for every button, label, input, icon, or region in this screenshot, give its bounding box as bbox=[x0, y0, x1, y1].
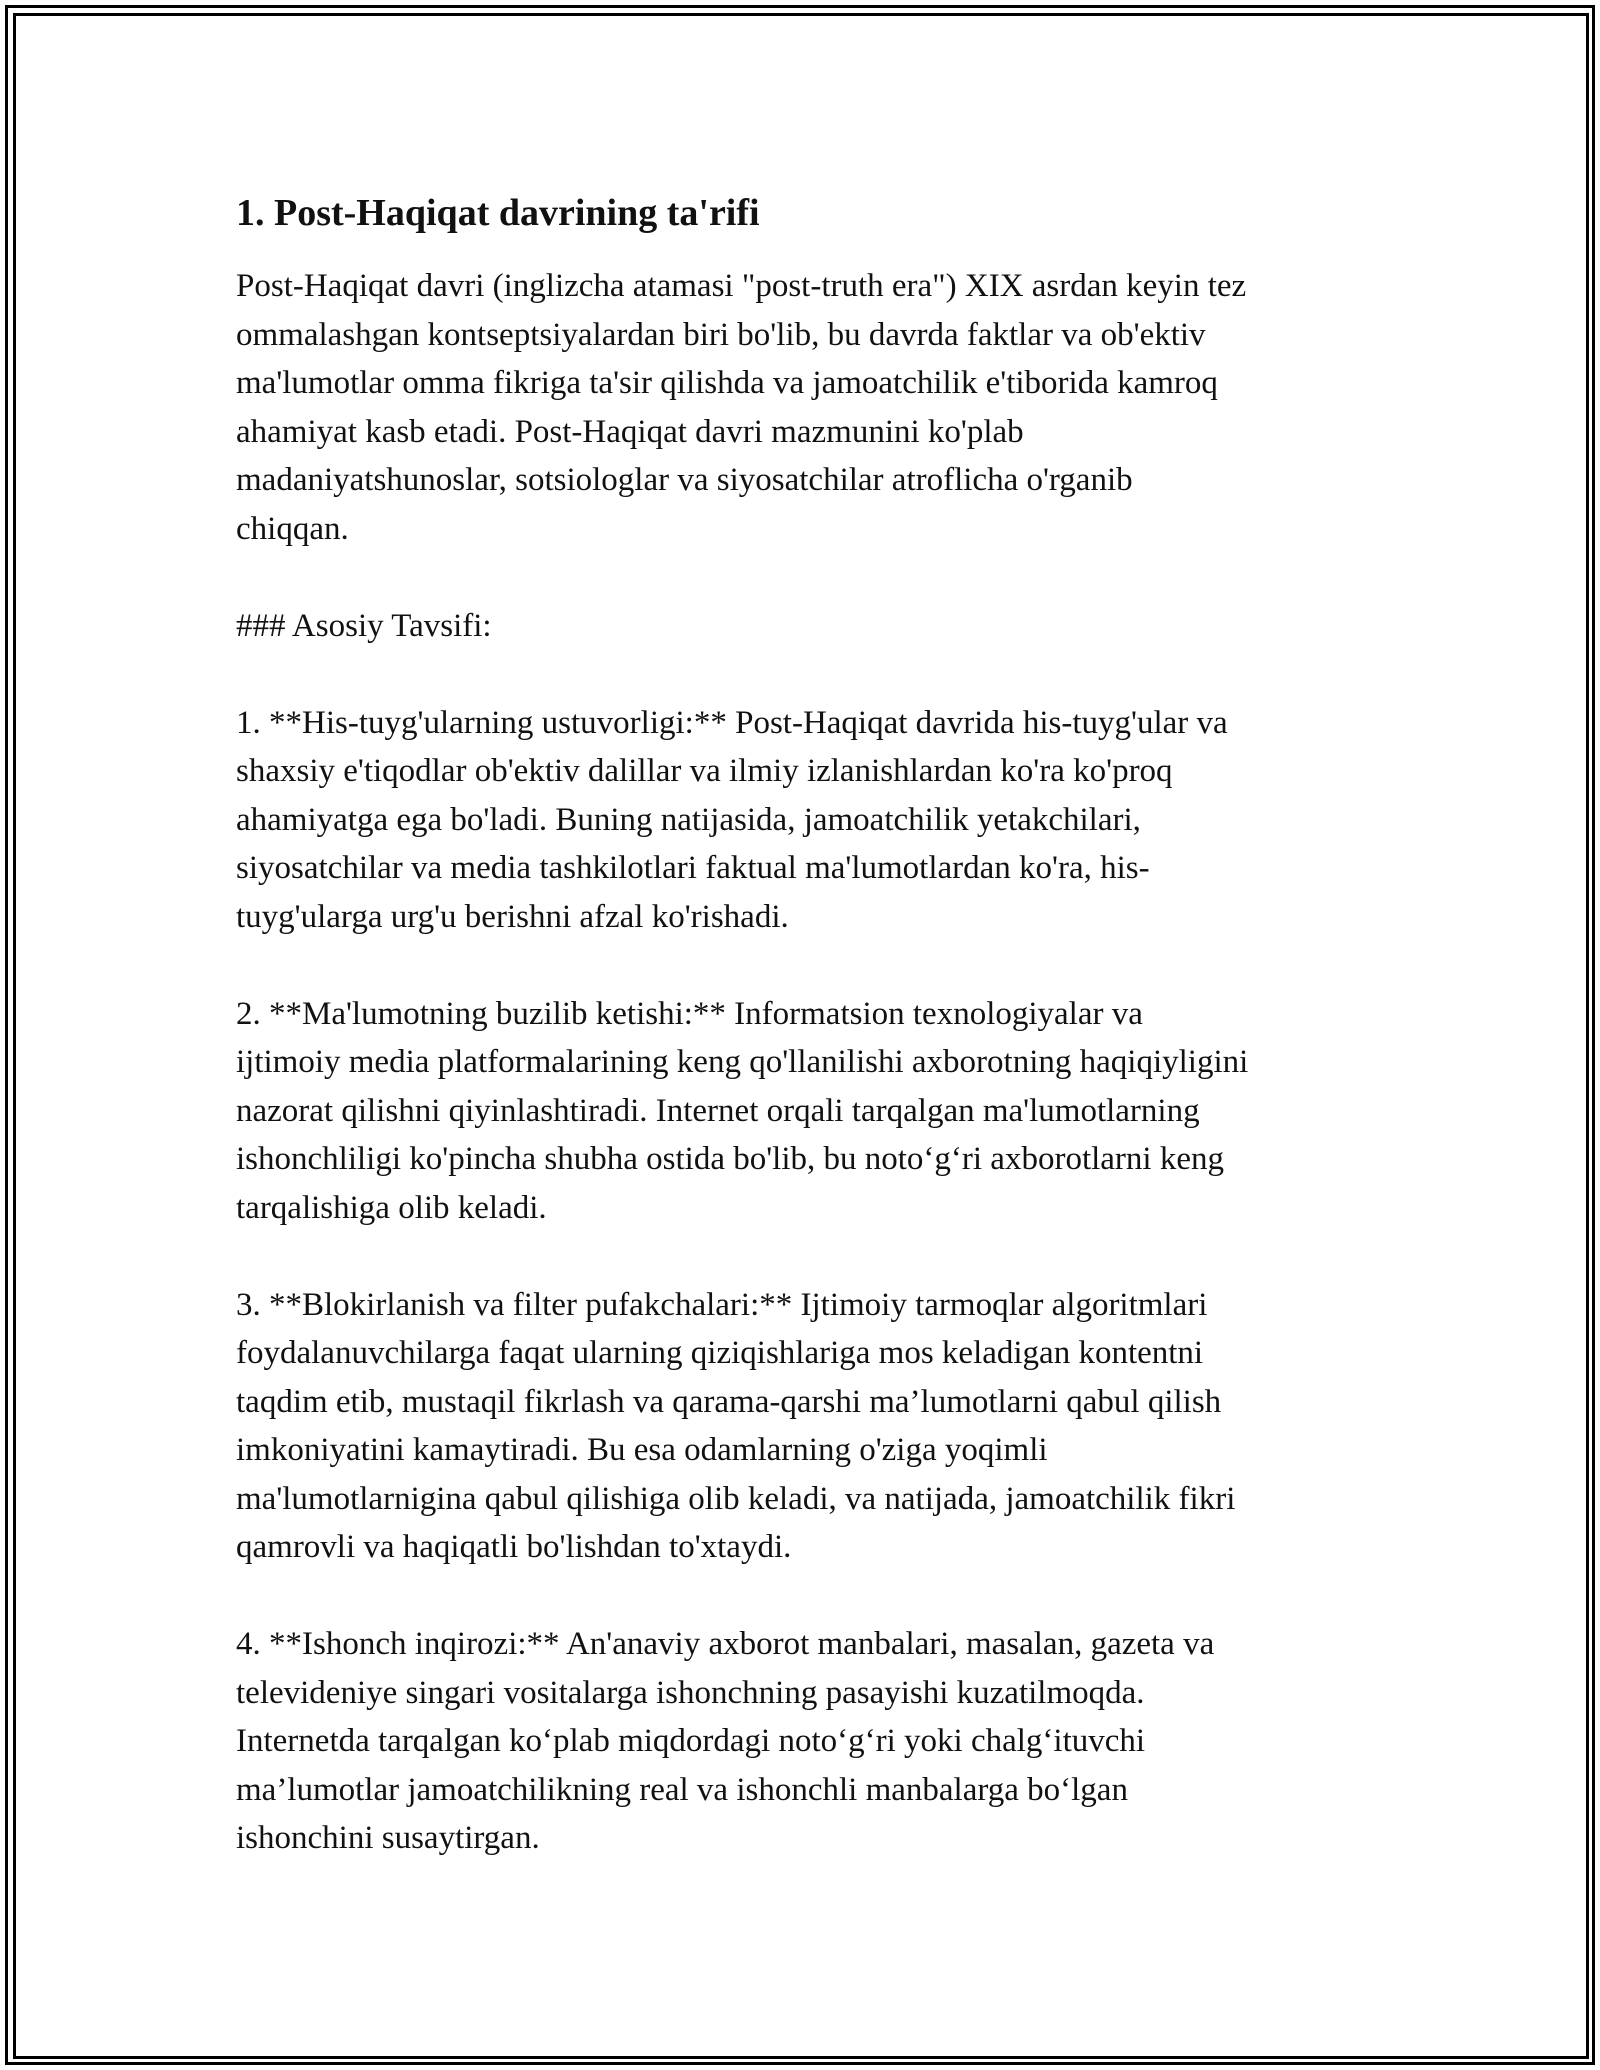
text-line: madaniyatshunoslar, sotsiologlar va siyosatchilar atroflicha o'rganib bbox=[236, 462, 1133, 498]
text-line: ishonchliligi ko'pincha shubha ostida bo'lib, bu noto‘g‘ri axborotlarni keng bbox=[236, 1141, 1224, 1177]
text-line: ma’lumotlar jamoatchilikning real va ishonchli manbalarga bo‘lgan bbox=[236, 1771, 1128, 1808]
text-line: ishonchini susaytirgan. bbox=[236, 1820, 540, 1856]
text-line: 4. **Ishonch inqirozi:** An'anaviy axborot manbalari, masalan, gazeta va bbox=[236, 1626, 1215, 1662]
text-line: ma'lumotlar omma fikriga ta'sir qilishda va jamoatchilik e'tiborida kamroq bbox=[236, 365, 1218, 401]
list-item-filter-bubbles bbox=[236, 1281, 1366, 1572]
text-line: ### Asosiy Tavsifi: bbox=[236, 607, 492, 644]
document-body bbox=[236, 186, 1366, 1863]
text-line: 2. **Ma'lumotning buzilib ketishi:** Informatsion texnologiyalar va bbox=[236, 995, 1143, 1032]
text-line: qamrovli va haqiqatli bo'lishdan to'xtaydi. bbox=[236, 1529, 792, 1565]
text-line: televideniye singari vositalarga ishonchning pasayishi kuzatilmoqda. bbox=[236, 1674, 1145, 1711]
text-line: tarqalishiga olib keladi. bbox=[236, 1189, 547, 1226]
text-line: 3. **Blokirlanish va filter pufakchalari:** Ijtimoiy tarmoqlar algoritmlari bbox=[236, 1286, 1208, 1323]
text-line: taqdim etib, mustaqil fikrlash va qarama-qarshi ma’lumotlarni qabul qilish bbox=[236, 1383, 1222, 1420]
text-line: 1. **His-tuyg'ularning ustuvorligi:** Post-Haqiqat davrida his-tuyg'ular va bbox=[236, 704, 1228, 741]
text-line: ommalashgan kontseptsiyalardan biri bo'lib, bu davrda faktlar va ob'ektiv bbox=[236, 316, 1206, 353]
text-line: Post-Haqiqat davri (inglizcha atamasi "post-truth era") XIX asrdan keyin tez bbox=[236, 268, 1247, 304]
list-item-emotions bbox=[236, 699, 1366, 942]
text-line: nazorat qilishni qiyinlashtiradi. Internet orqali tarqalgan ma'lumotlarning bbox=[236, 1092, 1200, 1129]
intro-paragraph bbox=[236, 262, 1366, 553]
section-heading: 1. Post-Haqiqat davrining ta'rifi bbox=[236, 192, 760, 234]
text-line: ijtimoiy media platformalarining keng qo'llanilishi axborotning haqiqiyligini bbox=[236, 1044, 1249, 1080]
text-line: tuyg'ularga urg'u berishni afzal ko'rishadi. bbox=[236, 898, 789, 935]
text-line: ahamiyatga ega bo'ladi. Buning natijasida, jamoatchilik yetakchilari, bbox=[236, 801, 1141, 838]
text-line: Internetda tarqalgan ko‘plab miqdordagi noto‘g‘ri yoki chalg‘ituvchi bbox=[236, 1723, 1146, 1759]
text-line: chiqqan. bbox=[236, 510, 349, 547]
text-line: ahamiyat kasb etadi. Post-Haqiqat davri mazmunini ko'plab bbox=[236, 413, 1024, 450]
text-line: shaxsiy e'tiqodlar ob'ektiv dalillar va ilmiy izlanishlardan ko'ra ko'proq bbox=[236, 753, 1173, 789]
text-line: imkoniyatini kamaytiradi. Bu esa odamlarning o'ziga yoqimli bbox=[236, 1432, 1048, 1468]
text-line: foydalanuvchilarga faqat ularning qiziqishlariga mos keladigan kontentni bbox=[236, 1335, 1204, 1371]
list-item-trust-crisis bbox=[236, 1620, 1366, 1863]
subheading-paragraph bbox=[236, 602, 1366, 651]
text-line: siyosatchilar va media tashkilotlari faktual ma'lumotlardan ko'ra, his- bbox=[236, 850, 1150, 886]
text-line: ma'lumotlarnigina qabul qilishiga olib keladi, va natijada, jamoatchilik fikri bbox=[236, 1480, 1236, 1517]
list-item-information bbox=[236, 990, 1366, 1233]
